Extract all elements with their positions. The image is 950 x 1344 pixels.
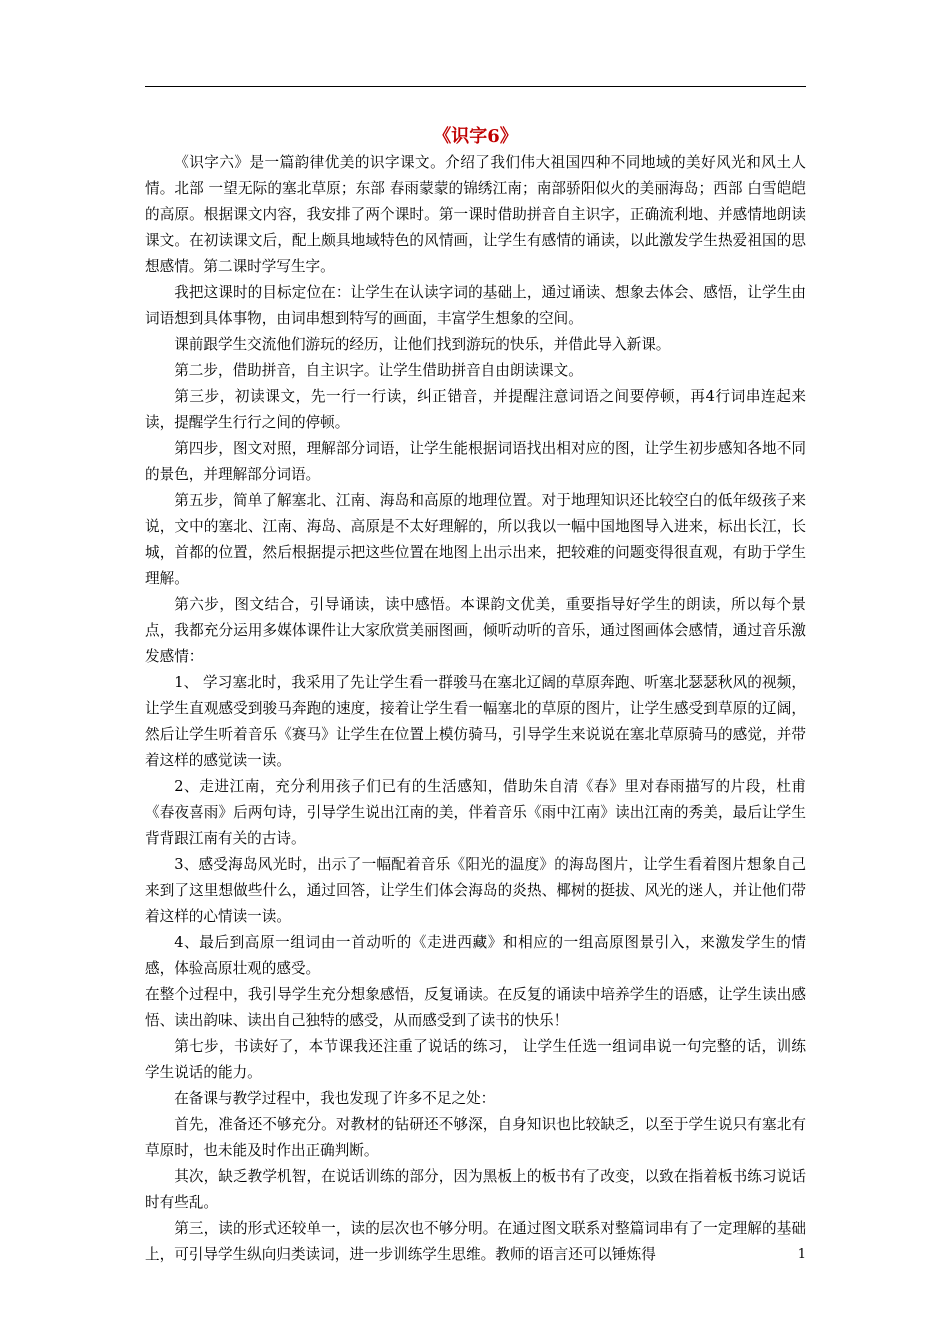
paragraph-item-1-saibei: 1、 学习塞北时，我采用了先让学生看一群骏马在塞北辽阔的草原奔跑、听塞北瑟瑟秋风的视频，让学生直观感受到骏马奔跑的速度，接着让学生看一幅塞北的草原的图片，让学生感受到草原的辽阔，然后让学生听着音乐《赛马》让学生在位置上模仿骑马，引导学生来说说在塞北草原骑马的感觉，并带着这样的感觉读一读。 [145,674,806,769]
paragraph-step-7: 第七步，书读好了，本节课我还注重了说话的练习， 让学生任选一组词串说一句完整的话，训练学生说话的能力。 [145,1038,806,1081]
paragraph-shortcoming-3: 第三，读的形式还较单一，读的层次也不够分明。在通过图文联系对整篇词串有了一定理解的基础上，可引导学生纵向归类读词，进一步训练学生思维。教师的语言还可以锤炼得 [145,1220,806,1263]
paragraph-step-5: 第五步，简单了解塞北、江南、海岛和高原的地理位置。对于地理知识还比较空白的低年级孩子来说，文中的塞北、江南、海岛、高原是不太好理解的，所以我以一幅中国地图导入进来，标出长江，长城，首都的位置，然后根据提示把这些位置在地图上出示出来，把较难的问题变得很直观，有助于学生理解。 [145,492,806,587]
paragraph-lead-in: 课前跟学生交流他们游玩的经历，让他们找到游玩的快乐，并借此导入新课。 [174,336,671,353]
document-title: 《识字6》 [433,126,518,147]
paragraph-step-4: 第四步，图文对照，理解部分词语，让学生能根据词语找出相对应的图，让学生初步感知各地不同的景色，并理解部分词语。 [145,440,806,483]
paragraph-shortcomings-intro: 在备课与教学过程中，我也发现了许多不足之处： [174,1090,496,1107]
paragraph-item-2-jiangnan: 2、走进江南，充分利用孩子们已有的生活感知，借助朱自清《春》里对春雨描写的片段，杜甫《春夜喜雨》后两句诗，引导学生说出江南的美，伴着音乐《雨中江南》读出江南的秀美，最后让学生背背跟江南有关的古诗。 [145,778,806,847]
header-rule [145,86,806,87]
paragraph-step-6: 第六步，图文结合，引导诵读，读中感悟。本课韵文优美，重要指导好学生的朗读，所以每个景点，我都充分运用多媒体课件让大家欣赏美丽图画，倾听动听的音乐，通过图画体会感情，通过音乐激发感情： [145,596,806,665]
page-number: 1 [797,1247,806,1262]
paragraph-item-3-island: 3、感受海岛风光时，出示了一幅配着音乐《阳光的温度》的海岛图片，让学生看着图片想象自己来到了这里想做些什么，通过回答，让学生们体会海岛的炎热、椰树的挺拔、风光的迷人，并让他们带着这样的心情读一读。 [145,856,806,925]
paragraph-shortcoming-2: 其次，缺乏教学机智，在说话训练的部分，因为黑板上的板书有了改变，以致在指着板书练习说话时有些乱。 [145,1168,806,1211]
paragraph-intro: 《识字六》是一篇韵律优美的识字课文。介绍了我们伟大祖国四种不同地域的美好风光和风土人情。北部 一望无际的塞北草原；东部 春雨蒙蒙的锦绣江南；南部骄阳似火的美丽海岛；西部 白雪皑皑的高原。根据课文内容，我安排了两个课时。第一课时借助拼音自主识字，正确流利地、并感情地朗读课文。在初读课文后，配上颇具地域特色的风情画，让学生有感情的诵读，以此激发学生热爱祖国的思想感情。第二课时学写生字。 [145,154,806,275]
paragraph-shortcoming-1: 首先，准备还不够充分。对教材的钻研还不够深，自身知识也比较缺乏，以至于学生说只有塞北有草原时，也未能及时作出正确判断。 [145,1116,806,1159]
document-body [145,150,806,1268]
paragraph-process-summary: 在整个过程中，我引导学生充分想象感悟，反复诵读。在反复的诵读中培养学生的语感，让学生读出感悟、读出韵味、读出自己独特的感受，从而感受到了读书的快乐！ [145,986,806,1029]
paragraph-step-3: 第三步，初读课文，先一行一行读，纠正错音，并提醒注意词语之间要停顿，再4行词串连起来读，提醒学生行行之间的停顿。 [145,388,806,431]
paragraph-step-2: 第二步，借助拼音，自主识字。让学生借助拼音自由朗读课文。 [174,362,583,379]
paragraph-item-4-plateau: 4、最后到高原一组词由一首动听的《走进西藏》和相应的一组高原图景引入，来激发学生的情感，体验高原壮观的感受。 [145,934,806,977]
paragraph-objectives: 我把这课时的目标定位在：让学生在认读字词的基础上，通过诵读、想象去体会、感悟，让学生由词语想到具体事物，由词串想到特写的画面，丰富学生想象的空间。 [145,284,806,327]
